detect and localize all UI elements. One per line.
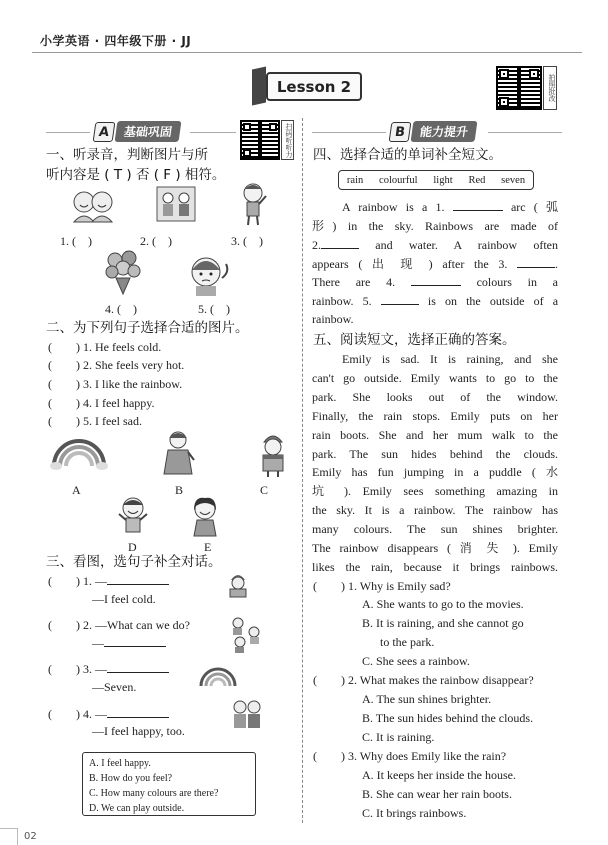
q1-label-3[interactable]: 3. ( ) [231,234,263,248]
q2-picture-label-c: C [260,483,269,497]
q5-q3-option-a[interactable]: A. It keeps her inside the house. [362,768,516,782]
word-bank-word-1: rain [346,174,364,186]
column-divider [302,118,303,823]
q5-passage-line: the sky. It is a rainbow. The rainbow has [312,503,558,518]
section-b-heading [390,121,476,142]
section-b-letter: B [389,122,412,142]
q1-heading-line2: 听内容是 ( T ) 否 ( F ) 相符。 [46,167,226,183]
q3-item-2-blank[interactable] [104,637,166,647]
lesson-banner-tab [252,67,266,106]
section-a-heading [94,121,180,142]
picture-a-rainbow [50,436,108,470]
q4-line-1: A rainbow is a 1. arc ( 弧 [342,200,559,214]
section-a-rule-left [46,132,90,133]
q3-item-1-num: ( ) 1. — [48,574,107,588]
qr-label-grading: 拍照批改 [543,66,557,110]
header-rule [32,52,582,53]
q3-item-1[interactable] [48,573,169,590]
qr-label-listening: 扫码听听力 [281,120,294,160]
q5-q2-option-c[interactable]: C. It is raining. [362,730,435,744]
q2-item-2[interactable]: ( ) 2. She feels very hot. [48,358,185,372]
q5-passage-line: can't go outside. Emily wants to go to the [312,370,558,385]
q3-item-1-reply: —I feel cold. [92,592,156,606]
q2-item-1[interactable]: ( ) 1. He feels cold. [48,340,162,354]
q5-passage [312,350,558,577]
q1-heading-line1: 一、听录音，判断图片与所 [46,147,208,163]
q3-item-4-num: ( ) 4. — [48,707,107,721]
q5-q1-option-b-cont: to the park. [380,635,435,649]
qr-code-icon[interactable] [496,66,542,110]
q3-option-d: D. We can play outside. [89,803,185,814]
q5-q1-option-b[interactable]: B. It is raining, and she cannot go [362,616,524,630]
header-title: 小学英语 · 四年级下册 · JJ [40,34,192,48]
q3-item-2[interactable]: ( ) 2. —What can we do? [48,618,190,632]
word-bank-word-2: colourful [379,174,418,186]
q3-option-c: C. How many colours are there? [89,788,219,799]
q3-item-2-reply-dash: — [92,636,104,650]
q5-q1-option-a[interactable]: A. She wants to go to the movies. [362,597,524,611]
q5-q2-option-b[interactable]: B. The sun hides behind the clouds. [362,711,534,725]
q3-options-box [82,752,256,816]
qr-code-icon-listening[interactable] [240,120,280,160]
q4-blank-1[interactable] [453,201,503,211]
word-bank-word-4: Red [468,174,486,186]
section-b-title: 能力提升 [411,121,478,142]
q5-passage-line: 坑 ). Emily sees something amazing in [312,484,558,499]
section-a-title: 基础巩固 [115,121,182,142]
q2-heading: 二、为下列句子选择合适的图片。 [46,320,249,336]
q2-picture-label-d: D [128,540,137,554]
word-bank-word-3: light [433,174,453,186]
picture-happy-twins [70,186,116,224]
q5-q2-option-a[interactable]: A. The sun shines brighter. [362,692,492,706]
q1-label-2[interactable]: 2. ( ) [140,234,172,248]
picture-e-happy-girl [190,496,220,538]
word-bank-word-5: seven [501,174,526,186]
q4-line-6: rainbow. 5. is on the outside of a [312,294,559,308]
q4-line-7: rainbow. [312,312,354,326]
q2-picture-label-b: B [175,483,184,497]
q5-passage-line: park. She looks out of the window. [312,389,558,404]
q4-heading: 四、选择合适的单词补全短文。 [313,147,502,163]
picture-flowers [104,250,142,296]
q4-line-3: 2. and water. A rainbow often [312,238,559,252]
q5-passage-line: Emily is sad. It is raining, and she [342,352,558,366]
q3-item-3[interactable] [48,661,169,678]
q4-word-bank [338,170,534,190]
q4-line-4: appears ( 出 现 ) after the 3. . [312,257,558,271]
picture-d-happy-boy [118,496,148,538]
picture-q3-4-happy-kids [230,698,264,730]
q5-question-1[interactable]: ( ) 1. Why is Emily sad? [313,579,451,593]
q2-item-5[interactable]: ( ) 5. I feel sad. [48,414,142,428]
q4-line-2: 形) in the sky. Rainbows are made of [312,219,558,233]
section-a-rule-right [190,132,236,133]
section-b-rule-left [312,132,386,133]
q5-passage-line: The rainbow disappears ( 消 失 ). Emily [312,541,558,556]
q5-q3-option-b[interactable]: B. She can wear her rain boots. [362,787,512,801]
q5-passage-line: park. The sun hides behind the clouds. [312,446,558,461]
picture-q3-1-cold-child [226,572,250,598]
q4-blank-4[interactable] [411,276,461,286]
q3-item-2-reply [92,635,166,652]
q5-passage-line: rain boots. She and her mum walk to the [312,427,558,442]
q2-item-3[interactable]: ( ) 3. I like the rainbow. [48,377,183,391]
q4-line-5: There are 4. colours in a [312,275,559,289]
q5-q1-option-c[interactable]: C. She sees a rainbow. [362,654,470,668]
page-corner-mark [0,828,18,845]
q1-label-5[interactable]: 5. ( ) [198,302,230,316]
picture-girl-thinking [186,252,232,296]
q3-item-3-reply: —Seven. [92,680,137,694]
q3-item-3-blank[interactable] [107,663,169,673]
q5-heading: 五、阅读短文，选择正确的答案。 [313,332,516,348]
q5-passage-line: Emily has fun jumping in a puddle ( 水 [312,465,558,480]
page-number: 02 [24,831,37,842]
q5-passage-line: many colours. The sun shines brighter. [312,522,558,537]
picture-c-cold-boy [258,432,288,478]
section-a-letter: A [93,122,116,142]
q5-passage-line: Finally, the rain stops. Emily puts on her [312,408,558,423]
picture-q3-3-rainbow [198,664,238,688]
lesson-title: Lesson 2 [266,72,362,101]
q3-item-4-blank[interactable] [107,708,169,718]
q3-item-4[interactable] [48,706,169,723]
q4-blank-5[interactable] [381,295,419,305]
picture-friends-playing [156,186,196,222]
picture-boy-waving [238,182,268,226]
q5-question-2[interactable]: ( ) 2. What makes the rainbow disappear? [313,673,534,687]
picture-b-hot-girl [160,430,196,478]
q4-blank-3[interactable] [517,258,555,268]
q5-passage-line: likes the rain, because it brings rainbows. [312,559,558,574]
picture-q3-2-kids-playing [226,614,266,654]
q3-option-b: B. How do you feel? [89,773,173,784]
q3-item-1-blank[interactable] [107,575,169,585]
q2-picture-label-a: A [72,483,81,497]
q5-question-3[interactable]: ( ) 3. Why does Emily like the rain? [313,749,507,763]
q3-heading: 三、看图，选句子补全对话。 [46,554,222,570]
q3-item-3-num: ( ) 3. — [48,662,107,676]
q3-item-4-reply: —I feel happy, too. [92,724,185,738]
q4-blank-2[interactable] [321,239,359,249]
q3-option-a: A. I feel happy. [89,758,151,769]
section-b-rule-right [488,132,562,133]
q5-q3-option-c[interactable]: C. It brings rainbows. [362,806,467,820]
q2-picture-label-e: E [204,540,212,554]
q2-item-4[interactable]: ( ) 4. I feel happy. [48,396,155,410]
q1-label-4[interactable]: 4. ( ) [105,302,137,316]
q1-label-1[interactable]: 1. ( ) [60,234,92,248]
